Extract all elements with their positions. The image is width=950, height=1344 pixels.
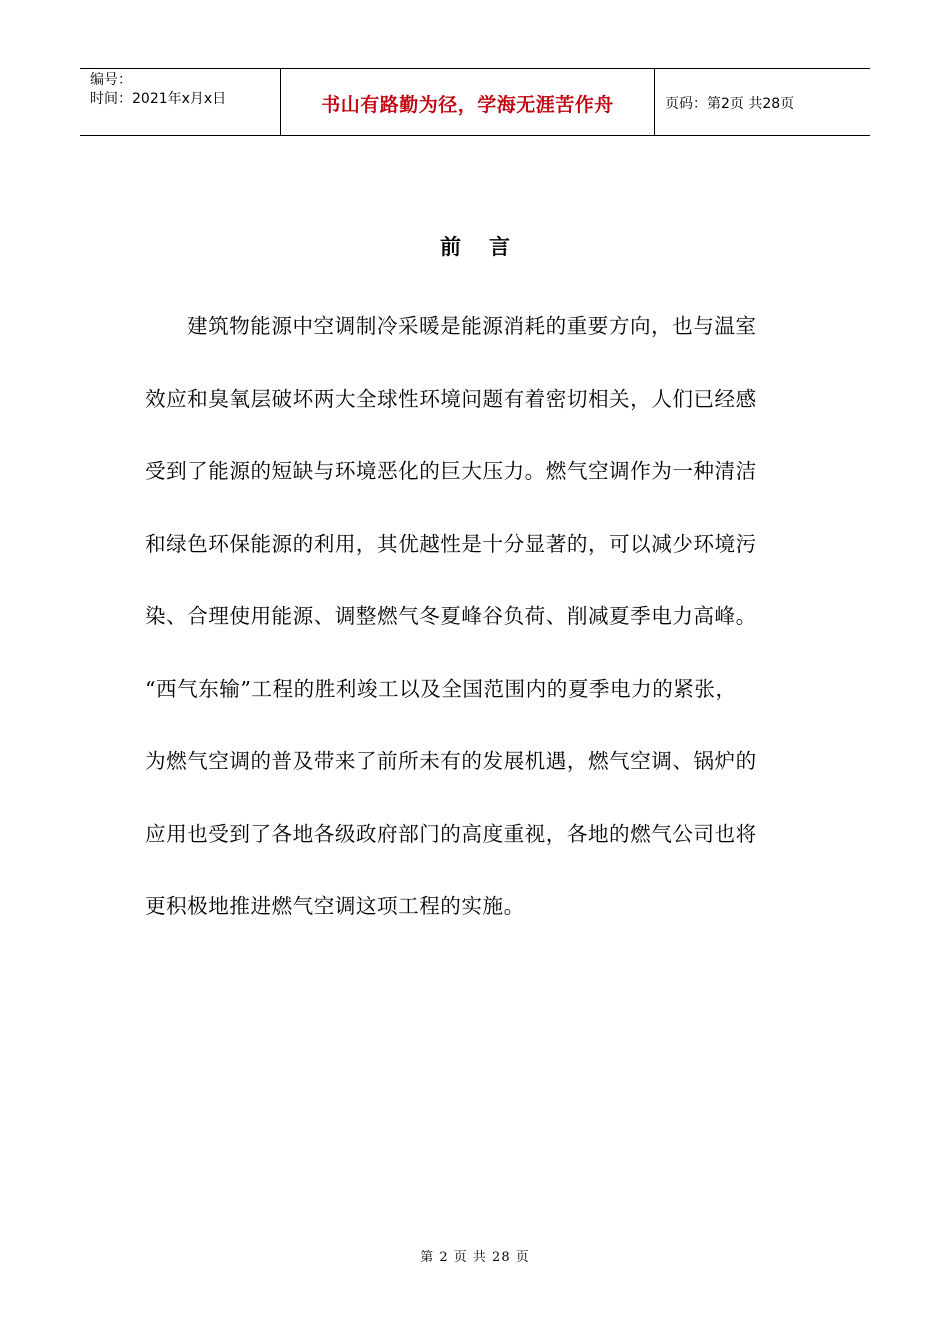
paragraph-line: 应用也受到了各地各级政府部门的高度重视，各地的燃气公司也将 — [145, 821, 757, 846]
section-heading: 前言 — [440, 235, 538, 259]
page-footer: 第 2 页 共 28 页 — [420, 1250, 530, 1265]
paragraph-line: 染、合理使用能源、调整燃气冬夏峰谷负荷、削减夏季电力高峰。 — [145, 604, 757, 628]
preface-paragraph — [145, 290, 805, 943]
document-number-label: 编号： — [90, 72, 132, 88]
paragraph-line: 受到了能源的短缺与环境恶化的巨大压力。燃气空调作为一种清洁 — [145, 459, 757, 483]
paragraph-line: 建筑物能源中空调制冷采暖是能源消耗的重要方向，也与温室 — [187, 314, 757, 338]
header-page-info: 页码：第2页 共28页 — [665, 96, 795, 112]
paragraph-line: 效应和臭氧层破坏两大全球性环境问题有着密切相关，人们已经感 — [145, 386, 757, 411]
header-meta-cell — [80, 69, 281, 135]
page-header — [80, 68, 870, 136]
document-time-label: 时间：2021年x月x日 — [90, 91, 227, 107]
header-motto-cell — [281, 69, 655, 135]
paragraph-line: “西气东输”工程的胜利竣工以及全国范围内的夏季电力的紧张， — [145, 676, 737, 701]
paragraph-line: 为燃气空调的普及带来了前所未有的发展机遇，燃气空调、锅炉的 — [145, 749, 757, 773]
header-motto: 书山有路勤为径，学海无涯苦作舟 — [321, 93, 614, 116]
paragraph-line: 和绿色环保能源的利用，其优越性是十分显著的，可以减少环境污 — [145, 531, 757, 556]
paragraph-line: 更积极地推进燃气空调这项工程的实施。 — [145, 894, 525, 918]
header-page-cell — [655, 69, 870, 135]
